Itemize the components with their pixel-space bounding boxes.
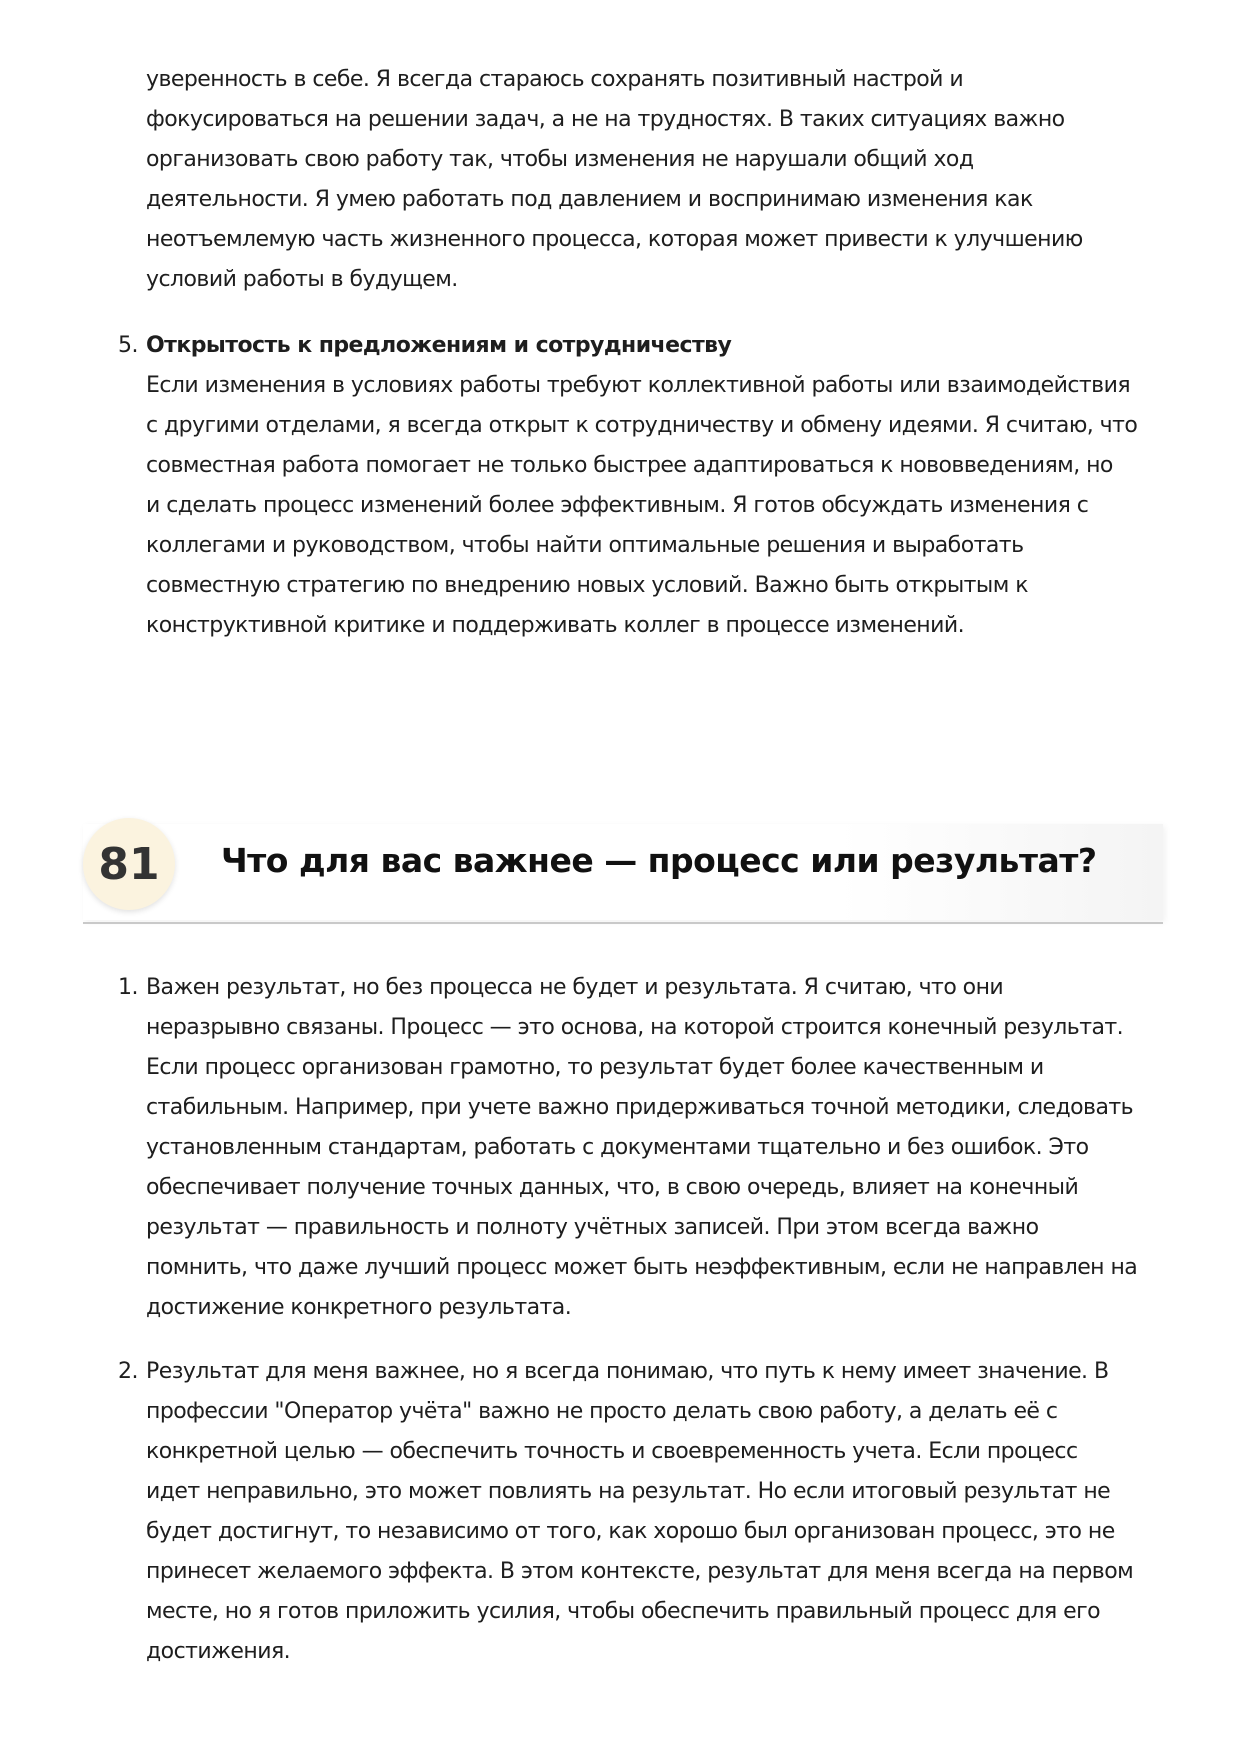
answer-item-1 xyxy=(118,968,1166,1328)
text-line: достижения. xyxy=(146,1639,291,1664)
text-line: результат — правильность и полноту учётных записей. При этом всегда важно xyxy=(146,1215,1039,1240)
question-title: Что для вас важнее — процесс или результат? xyxy=(221,841,1097,880)
text-line: неотъемлемую часть жизненного процесса, которая может привести к улучшению xyxy=(146,227,1083,252)
text-line: помнить, что даже лучший процесс может быть неэффективным, если не направлен на xyxy=(146,1255,1138,1280)
text-line: и сделать процесс изменений более эффективным. Я готов обсуждать изменения с xyxy=(146,493,1089,518)
text-line: организовать свою работу так, чтобы изменения не нарушали общий ход xyxy=(146,147,974,172)
text-line: конструктивной критике и поддерживать коллег в процессе изменений. xyxy=(146,613,965,638)
text-line: установленным стандартам, работать с документами тщательно и без ошибок. Это xyxy=(146,1135,1089,1160)
text-line: коллегами и руководством, чтобы найти оптимальные решения и выработать xyxy=(146,533,1024,558)
text-line: Если процесс организован грамотно, то результат будет более качественным и xyxy=(146,1055,1044,1080)
text-line: совместная работа помогает не только быстрее адаптироваться к нововведениям, но xyxy=(146,453,1113,478)
text-line: будет достигнут, то независимо от того, как хорошо был организован процесс, это не xyxy=(146,1519,1115,1544)
text-line: стабильным. Например, при учете важно придерживаться точной методики, следовать xyxy=(146,1095,1134,1120)
text-line: фокусироваться на решении задач, а не на трудностях. В таких ситуациях важно xyxy=(146,107,1065,132)
text-line: деятельности. Я умею работать под давлением и воспринимаю изменения как xyxy=(146,187,1033,212)
answer-item-2 xyxy=(118,1352,1166,1672)
list-item-number: 2. xyxy=(118,1359,138,1384)
question-header xyxy=(83,818,1163,922)
text-line: условий работы в будущем. xyxy=(146,267,458,292)
text-line: достижение конкретного результата. xyxy=(146,1295,572,1320)
text-line: месте, но я готов приложить усилия, чтобы обеспечить правильный процесс для его xyxy=(146,1599,1101,1624)
list-item-title: Открытость к предложениям и сотрудничеству xyxy=(146,333,732,358)
list-item-5 xyxy=(118,326,1166,646)
list-item-number: 5. xyxy=(118,333,138,358)
list-item-number: 1. xyxy=(118,975,138,1000)
question-number-badge: 81 xyxy=(83,818,175,910)
text-line: конкретной целью — обеспечить точность и своевременность учета. Если процесс xyxy=(146,1439,1078,1464)
continuation-paragraph xyxy=(146,60,1166,300)
text-line: профессии "Оператор учёта" важно не просто делать свою работу, а делать её с xyxy=(146,1399,1058,1424)
text-line: неразрывно связаны. Процесс — это основа, на которой строится конечный результат. xyxy=(146,1015,1124,1040)
text-line: обеспечивает получение точных данных, что, в свою очередь, влияет на конечный xyxy=(146,1175,1079,1200)
text-line: совместную стратегию по внедрению новых условий. Важно быть открытым к xyxy=(146,573,1028,598)
question-divider xyxy=(83,922,1163,924)
text-line: принесет желаемого эффекта. В этом контексте, результат для меня всегда на первом xyxy=(146,1559,1134,1584)
text-line: Важен результат, но без процесса не будет и результата. Я считаю, что они xyxy=(146,975,1004,1000)
text-line: Результат для меня важнее, но я всегда понимаю, что путь к нему имеет значение. В xyxy=(146,1359,1109,1384)
text-line: идет неправильно, это может повлиять на результат. Но если итоговый результат не xyxy=(146,1479,1111,1504)
text-line: с другими отделами, я всегда открыт к сотрудничеству и обмену идеями. Я считаю, что xyxy=(146,413,1138,438)
text-line: Если изменения в условиях работы требуют коллективной работы или взаимодействия xyxy=(146,373,1131,398)
text-line: уверенность в себе. Я всегда стараюсь сохранять позитивный настрой и xyxy=(146,67,964,92)
